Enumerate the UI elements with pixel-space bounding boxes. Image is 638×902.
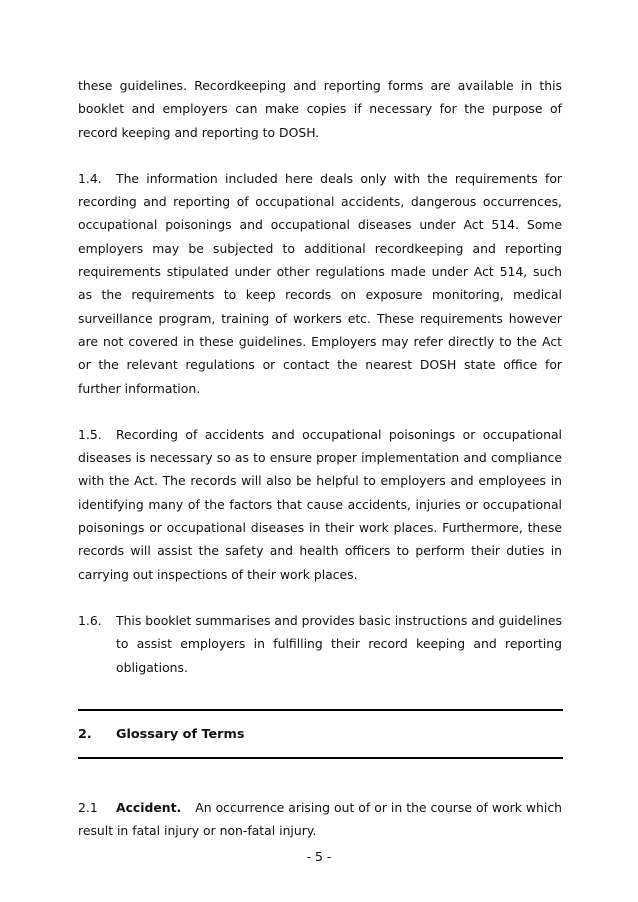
page-content	[78, 74, 562, 843]
section-1-6-number: 1.6.	[78, 612, 102, 628]
section-1-6	[78, 609, 562, 679]
page-number: - 5 -	[306, 849, 332, 864]
section-1-5	[78, 423, 562, 586]
definition-2-1-number: 2.1	[78, 800, 98, 816]
section-1-6-text: This booklet summarises and provides basic instructions and guidelines to assist employers in fulfilling their record keeping and reporting obligations.	[116, 612, 562, 675]
section-1-4-text: The information included here deals only with the requirements for recording and reporting of occupational accidents, dangerous occurrences, occupational poisonings and occupational diseases under Act 514. Some employers may be subjected to additional recordkeeping and reporting requirements stipulated under other regulations made under Act 514, such as the requirements to keep records on exposure monitoring, medical surveillance program, training of workers etc. These requirements however are not covered in these guidelines. Employers may refer directly to the Act or the relevant regulations or contact the nearest DOSH state office for further information.	[78, 170, 562, 396]
definition-2-1-term: Accident.	[116, 800, 182, 816]
section-1-4-number: 1.4.	[78, 170, 102, 186]
glossary-heading-number: 2.	[78, 726, 92, 742]
section-1-4	[78, 167, 562, 400]
glossary-heading	[78, 723, 562, 746]
glossary-heading-title: Glossary of Terms	[116, 726, 245, 742]
section-1-5-text: Recording of accidents and occupational poisonings or occupational diseases is necessary so as to ensure proper implementation and compliance with the Act. The records will also be helpful to employers and employees in identifying many of the factors that cause accidents, injuries or occupational poisonings or occupational diseases in their work places. Furthermore, these records will assist the safety and health officers to perform their duties in carrying out inspections of their work places.	[78, 426, 562, 582]
definition-2-1-text: An occurrence arising out of or in the course of work which result in fatal injury or non-fatal injury.	[78, 800, 562, 839]
definition-2-1	[78, 796, 562, 843]
section-1-5-number: 1.5.	[78, 426, 102, 442]
intro-paragraph: these guidelines. Recordkeeping and reporting forms are available in this booklet and employers can make copies if necessary for the purpose of record keeping and reporting to DOSH.	[78, 78, 562, 140]
